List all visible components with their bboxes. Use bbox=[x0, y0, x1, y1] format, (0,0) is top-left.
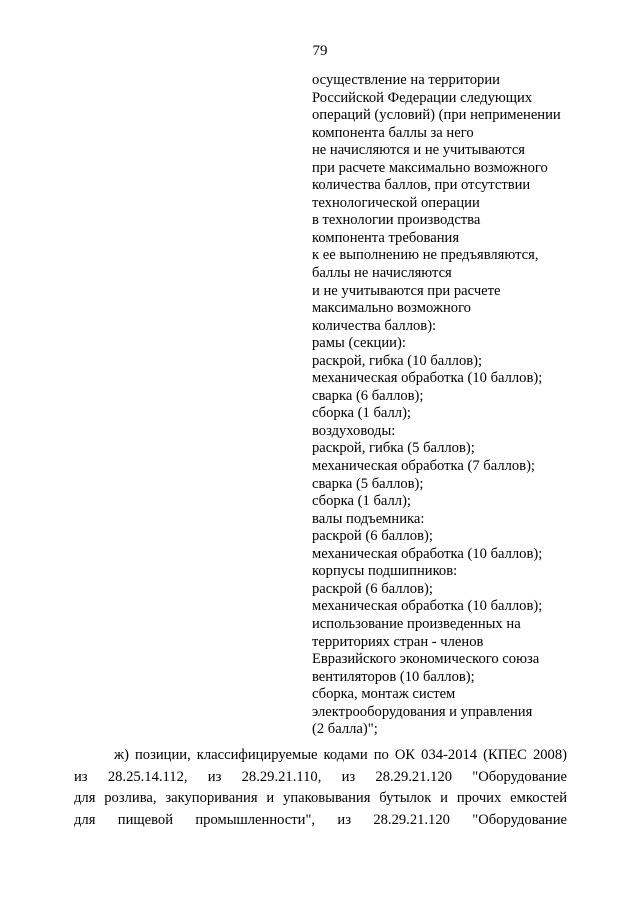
requirement-line: к ее выполнению не предъявляются, bbox=[312, 247, 539, 264]
requirement-line: территориях стран - членов bbox=[312, 633, 484, 650]
requirement-line: раскрой (6 баллов); bbox=[312, 528, 433, 545]
requirements-column bbox=[312, 72, 592, 739]
requirement-line: воздуховоды: bbox=[312, 422, 396, 439]
requirement-line: раскрой, гибка (5 баллов); bbox=[312, 440, 475, 457]
requirement-line: компонента баллы за него bbox=[312, 124, 474, 141]
requirement-line: механическая обработка (7 баллов); bbox=[312, 458, 535, 475]
requirement-line: максимально возможного bbox=[312, 300, 471, 317]
requirement-line: сварка (5 баллов); bbox=[312, 475, 424, 492]
requirement-line: корпусы подшипников: bbox=[312, 563, 458, 580]
page-number: 79 bbox=[312, 43, 328, 59]
requirement-line: сварка (6 баллов); bbox=[312, 387, 424, 404]
paragraph-line: ж) позиции, классифицируемые кодами по ОК 034-2014 (КПЕС 2008) bbox=[114, 747, 567, 763]
requirement-line: сборка (1 балл); bbox=[312, 493, 411, 510]
requirement-line: механическая обработка (10 баллов); bbox=[312, 370, 543, 387]
requirement-line: механическая обработка (10 баллов); bbox=[312, 598, 543, 615]
requirement-line: Евразийского экономического союза bbox=[312, 651, 540, 668]
body-paragraph bbox=[74, 745, 567, 831]
requirement-line: сборка, монтаж систем bbox=[312, 686, 456, 703]
requirement-line: баллы не начисляются bbox=[312, 265, 452, 282]
requirement-line: раскрой, гибка (10 баллов); bbox=[312, 352, 483, 369]
requirement-line: технологической операции bbox=[312, 194, 480, 211]
requirement-line: при расчете максимально возможного bbox=[312, 159, 548, 176]
paragraph-line: для пищевой промышленности", из 28.29.21.120 "Оборудование bbox=[74, 811, 567, 828]
requirement-line: количества баллов, при отсутствии bbox=[312, 177, 531, 194]
requirement-line: количества баллов): bbox=[312, 317, 437, 334]
requirement-line: не начисляются и не учитываются bbox=[312, 142, 526, 159]
requirement-line: электрооборудования и управления bbox=[312, 703, 533, 720]
requirement-line: осуществление на территории bbox=[312, 72, 500, 88]
requirement-line: (2 балла)"; bbox=[312, 721, 378, 738]
requirement-line: сборка (1 балл); bbox=[312, 405, 411, 422]
requirement-line: и не учитываются при расчете bbox=[312, 282, 501, 299]
requirement-line: рамы (секции): bbox=[312, 335, 406, 352]
requirement-line: операций (условий) (при неприменении bbox=[312, 107, 561, 124]
requirement-line: механическая обработка (10 баллов); bbox=[312, 545, 543, 562]
paragraph-line: из 28.25.14.112, из 28.29.21.110, из 28.29.21.120 "Оборудование bbox=[74, 768, 567, 785]
requirement-line: валы подъемника: bbox=[312, 510, 425, 527]
requirement-line: Российской Федерации следующих bbox=[312, 89, 533, 106]
requirement-line: раскрой (6 баллов); bbox=[312, 580, 433, 597]
requirement-line: в технологии производства bbox=[312, 212, 481, 229]
requirement-line: вентиляторов (10 баллов); bbox=[312, 668, 475, 685]
paragraph-line: для розлива, закупоривания и упаковывания бутылок и прочих емкостей bbox=[74, 790, 567, 807]
requirement-line: компонента требования bbox=[312, 229, 460, 246]
requirement-line: использование произведенных на bbox=[312, 615, 521, 632]
